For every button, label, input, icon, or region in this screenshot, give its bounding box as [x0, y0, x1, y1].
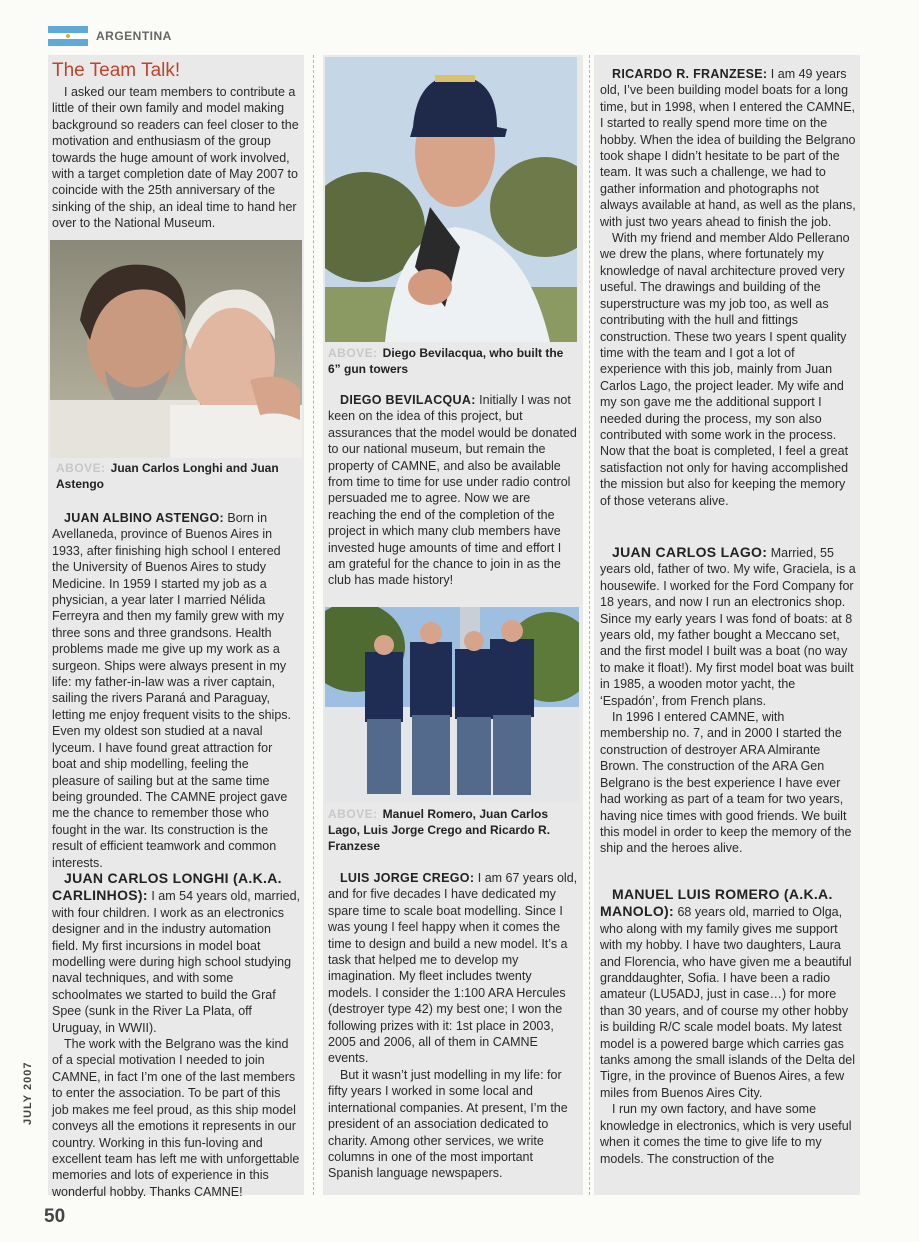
article-title: The Team Talk! — [52, 60, 181, 81]
column-divider — [589, 55, 590, 1195]
section-label: ARGENTINA — [96, 29, 172, 43]
photo-group — [325, 607, 579, 802]
photo-bevilacqua — [325, 57, 577, 342]
caption-photo3: ABOVE: Manuel Romero, Juan Carlos Lago, Luis Jorge Crego and Ricardo R. Franzese — [328, 807, 551, 853]
bio-romero: MANUEL LUIS ROMERO (A.K.A. MANOLO): 68 years old, married to Olga, who along with my family gives me support with my hobby. I have two daughters, Laura and Florencia, who have given me a beautiful granddaughter, Sofia. I have been a radio amateur (LU5ADJ, just in case…) for more than 30 years, and of course my other hobby is building R/C scale model boats. My latest model is a powered barge which carries gas tanks among the small islands of the Delta del Tigre, in the province of Buenos Aires, a few miles from Buenos Aires City. I run my own factory, and have some knowledge in electronics, which is very useful when it comes the time to give life to my models. The construction of the — [600, 886, 855, 1166]
caption-photo2: ABOVE: Diego Bevilacqua, who built the 6” gun towers — [328, 346, 564, 376]
bio-bevilacqua: DIEGO BEVILACQUA: Initially I was not keen on the idea of this project, but assurances that the model would be donated to our national museum, but remain the property of CAMNE, and also be available from time to time for use under radio control persuaded me to agree. Now we are reaching the end of the completion of the project in which many club members have invested huge amounts of time and effort I am grateful for the chance to join in as the club has made history! — [328, 393, 577, 588]
intro-text: I asked our team members to contribute a little of their own family and model making background so readers can feel closer to the motivation and enthusiasm of the group towards the huge amount of work involved, with a target completion date of May 2007 to coincide with the 25th anniversary of the sinking of the ship, an ideal time to hand her over to the National Museum. — [52, 85, 299, 231]
page-number: 50 — [44, 1206, 66, 1227]
section-header — [48, 24, 172, 48]
column-divider — [313, 55, 314, 1195]
bio-crego: LUIS JORGE CREGO: I am 67 years old, and for five decades I have dedicated my spare time to scale boat modelling. Since I was young I feel happy when it comes the time to design and build a new model. It’s a task that helped me to develop my imagination. My fleet includes twenty models. I consider the 1:100 ARA Hercules (destroyer type 42) my best one; I won the following prizes with it: 1st place in 2003, 2005 and 2006, all of them in CAMNE events. But it wasn’t just modelling in my life: for fifty years I worked in some local and international companies. At present, I’m the president of an association dedicated to charity. Among other services, we write columns in one of the most important Spanish language newspapers. — [328, 871, 578, 1181]
bio-lago: JUAN CARLOS LAGO: Married, 55 years old, father of two. My wife, Graciela, is a housewife. I worked for the Ford Company for 18 years, and now I run an electronics shop. Since my early years I was fond of boats: at 8 years old, my father bought a Meccano set, and the first model I built was a boat (no way to make it float!). My first model boat was built in 1985, a wooden motor yacht, the ‘Espadón’, from French plans. In 1996 I entered CAMNE, with membership no. 7, and in 2000 I started the construction of destroyer ARA Almirante Brown. The construction of the ARA Gen Belgrano is the best experience I have ever had working as part of a team for two years, having nice times with good friends. We built this model in order to keep the memory of the ship and the heroes alive. — [600, 544, 856, 856]
caption-photo1: ABOVE: Juan Carlos Longhi and Juan Astengo — [56, 461, 279, 491]
argentina-flag-icon — [48, 26, 88, 46]
bio-longhi: JUAN CARLOS LONGHI (A.K.A. CARLINHOS): I am 54 years old, married, with four children. I work as an electronics designer and in the industry automation field. My first incursions in model boat modelling were during high school studying naval techniques, and with some schoolmates we started to build the Graf Spee (sunk in the River La Plata, off Uruguay, in WWII). The work with the Belgrano was the kind of a special motivation I needed to join CAMNE, in fact I’m one of the last members to enter the association. To be part of this job makes me feel proud, as this ship model conveys all the emotions it represents in our country. Working in this fun-loving and excellent team has left me with unforgettable memories and lots of experience in this wonderful hobby. Thanks CAMNE! — [52, 870, 301, 1199]
issue-date: JULY 2007 — [22, 1061, 34, 1125]
bio-franzese: RICARDO R. FRANZESE: I am 49 years old, I’ve been building model boats for a long time, but in 1998, when I entered the CAMNE, I started to really spend more time on the hobby. When the idea of building the Belgrano took shape I didn’t hesitate to be part of the team. It was such a challenge, we had to gather information and photographs not always available at hand, as well as the plans, with just two years ahead to finish the job. With my friend and member Aldo Pellerano we drew the plans, where fortunately my knowledge of naval architecture proved very useful. The drawings and building of the superstructure was my job too, as well as contributing with the hull and fittings construction. These two years I spent quality time with the team and I got a lot of experience with this job, mainly from Juan Carlos Lago, the project leader. My wife and my son gave me the additional support I needed during the process, my son also contributed with some work in the process. Now that the boat is completed, I feel a great satisfaction not only for having accomplished the mission but also for keeping the memory of those veterans alive. — [600, 67, 856, 508]
bio-astengo: JUAN ALBINO ASTENGO: Born in Avellaneda, province of Buenos Aires in 1933, after finishing high school I entered the University of Buenos Aires to study Medicine. In 1959 I started my job as a physician, a year later I married Nélida Ferreyra and then my family grew with my three sons and three grandsons. Health problems made me give up my work as a surgeon. Ships were always present in my life: my father-in-law was a river captain, sailing the rivers Paraná and Paraguay, letting me enjoy frequent visits to the ships. Even my oldest son studied at a naval lyceum. I have found great attraction for boat and ship modelling, feeling the pleasure of sailing but at the same time being grounded. The CAMNE project gave me the chance to remember those who fought in the war. Its construction is the result of efficient teamwork and common interests. — [52, 511, 292, 870]
photo-longhi-astengo — [50, 240, 302, 458]
